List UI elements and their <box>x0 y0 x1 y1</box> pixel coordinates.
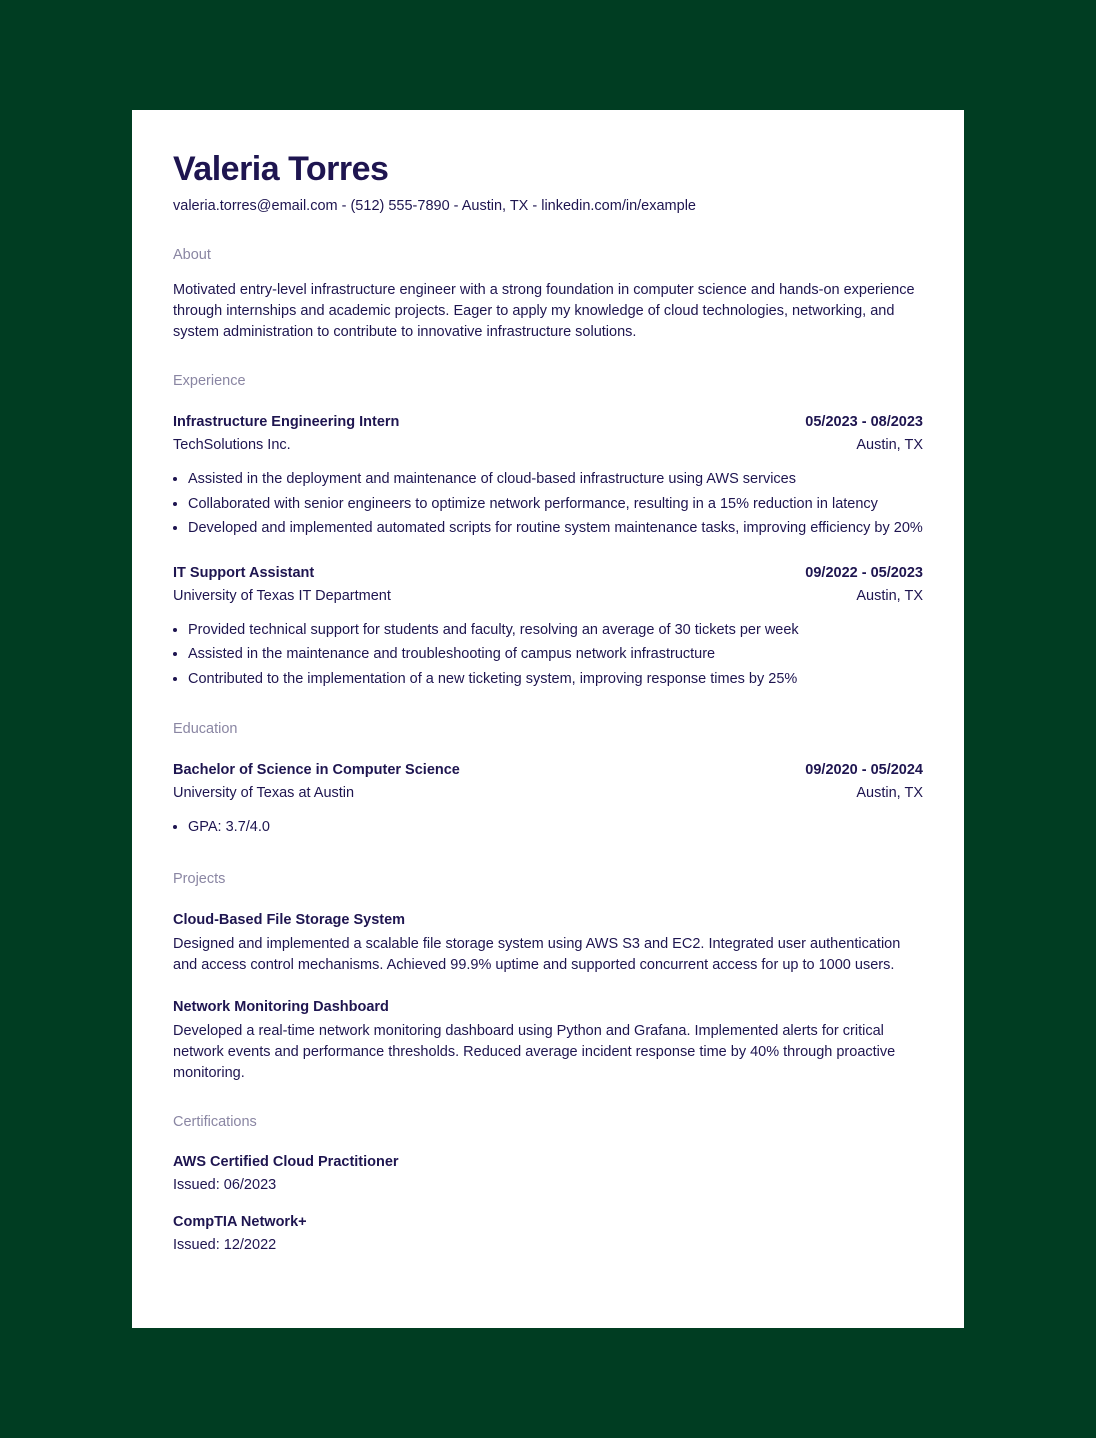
contact-line: valeria.torres@email.com - (512) 555-7890 - Austin, TX - linkedin.com/in/example <box>173 198 696 214</box>
certification-issued: Issued: 06/2023 <box>173 1176 277 1193</box>
certification-name: CompTIA Network+ <box>173 1213 307 1230</box>
job-bullet: • Contributed to the implementation of a new ticketing system, improving response times by 25% <box>188 667 923 692</box>
education-dates: 09/2020 - 05/2024 <box>805 762 923 778</box>
project-description: Designed and implemented a scalable file storage system using AWS S3 and EC2. Integrated user authentication and access control mechanisms. Achieved 99.9% uptime and supported concurrent access for up to 1000 users. <box>173 935 901 973</box>
education-subheader-row <box>173 783 923 803</box>
project-entry <box>173 997 923 1084</box>
job-role: IT Support Assistant <box>173 564 315 581</box>
job-company: University of Texas IT Department <box>173 587 391 604</box>
candidate-name: Valeria Torres <box>173 150 389 188</box>
education-bullets <box>173 815 923 840</box>
certifications-section-title: Certifications <box>173 1113 257 1130</box>
certification-name: AWS Certified Cloud Practitioner <box>173 1153 399 1170</box>
job-bullets <box>173 618 923 692</box>
experience-subheader-row <box>173 586 923 606</box>
experience-header-row <box>173 412 923 432</box>
certification-issued: Issued: 12/2022 <box>173 1236 277 1253</box>
education-entry <box>173 760 923 840</box>
job-bullet: • Collaborated with senior engineers to optimize network performance, resulting in a 15% reduction in latency <box>188 492 923 517</box>
education-bullet: • GPA: 3.7/4.0 <box>188 815 923 840</box>
degree: Bachelor of Science in Computer Science <box>173 762 460 778</box>
certification-entry <box>173 1212 923 1255</box>
resume-page <box>132 110 964 1328</box>
job-dates: 09/2022 - 05/2023 <box>805 564 923 581</box>
job-dates: 05/2023 - 08/2023 <box>805 414 923 430</box>
job-bullet: • Developed and implemented automated scripts for routine system maintenance tasks, improving efficiency by 20% <box>188 516 923 541</box>
job-company: TechSolutions Inc. <box>173 437 291 453</box>
education-section-title: Education <box>173 721 238 737</box>
projects-section-title: Projects <box>173 870 226 887</box>
experience-subheader-row <box>173 435 923 455</box>
experience-header-row <box>173 563 923 583</box>
project-name: Cloud-Based File Storage System <box>173 911 406 928</box>
project-entry <box>173 910 923 976</box>
job-bullet: • Assisted in the deployment and maintenance of cloud-based infrastructure using AWS services <box>188 467 923 492</box>
project-description: Developed a real-time network monitoring dashboard using Python and Grafana. Implemented alerts for critical network events and performance thresholds. Reduced average incident response time by 40% through proactive monitoring. <box>173 1022 896 1081</box>
about-section-title: About <box>173 247 211 263</box>
job-location: Austin, TX <box>856 587 923 604</box>
education-location: Austin, TX <box>856 785 923 801</box>
about-text: Motivated entry-level infrastructure engineer with a strong foundation in computer science and hands-on experience through internships and academic projects. Eager to apply my knowledge of cloud technologies, networking, and system administration to contribute to innovative infrastructure solutions. <box>173 282 915 340</box>
job-location: Austin, TX <box>856 437 923 453</box>
education-header-row <box>173 760 923 780</box>
experience-entry <box>173 412 923 541</box>
experience-section-title: Experience <box>173 373 246 389</box>
experience-entry <box>173 563 923 692</box>
job-bullet: • Provided technical support for students and faculty, resolving an average of 30 tickets per week <box>188 618 923 643</box>
project-name: Network Monitoring Dashboard <box>173 998 389 1015</box>
job-role: Infrastructure Engineering Intern <box>173 414 400 430</box>
job-bullet: • Assisted in the maintenance and troubleshooting of campus network infrastructure <box>188 642 923 667</box>
job-bullets <box>173 467 923 541</box>
school: University of Texas at Austin <box>173 785 355 801</box>
certification-entry <box>173 1152 923 1195</box>
